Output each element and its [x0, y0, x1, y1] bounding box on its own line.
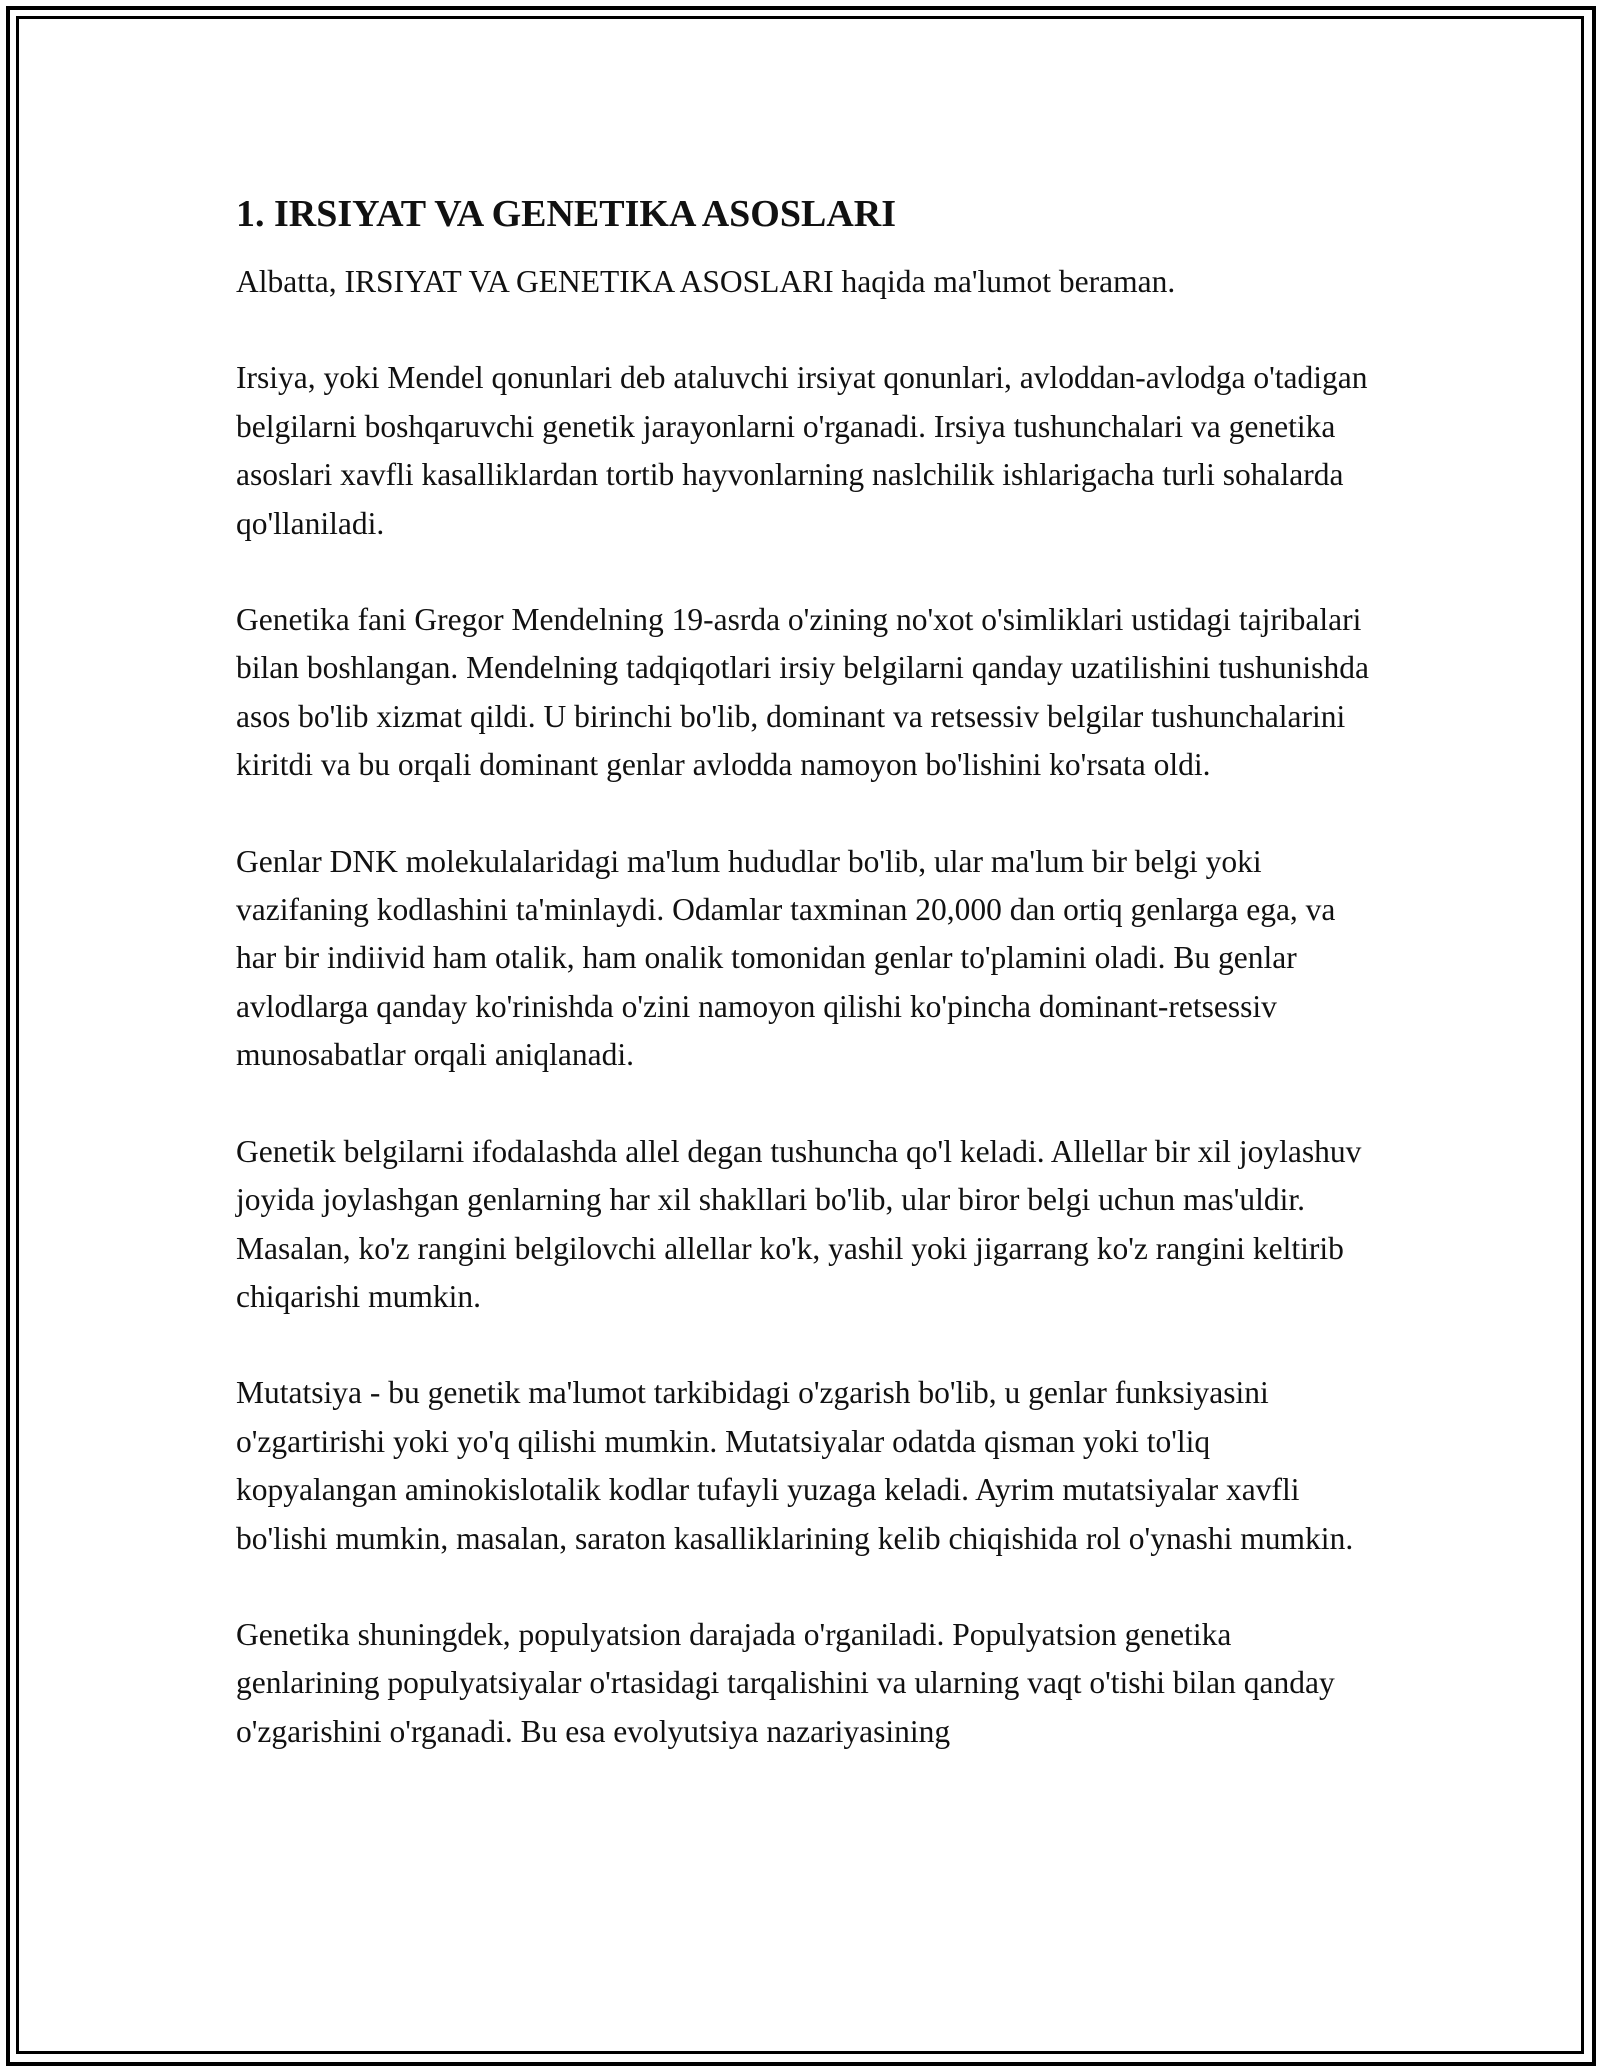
paragraph-mendel: Genetika fani Gregor Mendelning 19-asrda o'zining no'xot o'simliklari ustidagi tajribalari bilan boshlangan. Mendelning tadqiqotlari irsiy belgilarni qanday uzatilishini tushunishda asos bo'lib xizmat qildi. U birinchi bo'lib, dominant va retsessiv belgilar tushunchalarini kiritdi va bu orqali dominant genlar avlodda namoyon bo'lishini ko'rsata oldi. [236, 602, 1369, 783]
document-body [236, 182, 1376, 1804]
paragraph-mutatsiya: Mutatsiya - bu genetik ma'lumot tarkibidagi o'zgarish bo'lib, u genlar funksiyasini o'zgartirishi yoki yo'q qilishi mumkin. Mutatsiyalar odatda qisman yoki to'liq kopyalangan aminokislotalik kodlar tufayli yuzaga keladi. Ayrim mutatsiyalar xavfli bo'lishi mumkin, masalan, saraton kasalliklarining kelib chiqishida rol o'ynashi mumkin. [236, 1375, 1354, 1556]
paragraph-populyatsiya: Genetika shuningdek, populyatsion darajada o'rganiladi. Populyatsion genetika genlarining populyatsiyalar o'rtasidagi tarqalishini va ularning vaqt o'tishi bilan qanday o'zgarishini o'rganadi. Bu esa evolyutsiya nazariyasining [236, 1616, 1335, 1749]
document-title: 1. IRSIYAT VA GENETIKA ASOSLARI [236, 193, 897, 235]
paragraph-genlar: Genlar DNK molekulalaridagi ma'lum hududlar bo'lib, ular ma'lum bir belgi yoki vazifaning kodlashini ta'minlaydi. Odamlar taxminan 20,000 dan ortiq genlarga ega, va har bir indiivid ham otalik, ham onalik tomonidan genlar to'plamini oladi. Bu genlar avlodlarga qanday ko'rinishda o'zini namoyon qilishi ko'pincha dominant-retsessiv munosabatlar orqali aniqlanadi. [236, 843, 1336, 1073]
paragraph-intro: Albatta, IRSIYAT VA GENETIKA ASOSLARI haqida ma'lumot beraman. [236, 264, 1176, 299]
paragraph-irsiya: Irsiya, yoki Mendel qonunlari deb ataluvchi irsiyat qonunlari, avloddan-avlodga o'tadigan belgilarni boshqaruvchi genetik jarayonlarni o'rganadi. Irsiya tushunchalari va genetika asoslari xavfli kasalliklardan tortib hayvonlarning naslchilik ishlarigacha turli sohalarda qo'llaniladi. [236, 360, 1368, 541]
paragraph-allel: Genetik belgilarni ifodalashda allel degan tushuncha qo'l keladi. Allellar bir xil joylashuv joyida joylashgan genlarning har xil shakllari bo'lib, ular biror belgi uchun mas'uldir. Masalan, ko'z rangini belgilovchi allellar ko'k, yashil yoki jigarrang ko'z rangini keltirib chiqarishi mumkin. [236, 1133, 1362, 1314]
